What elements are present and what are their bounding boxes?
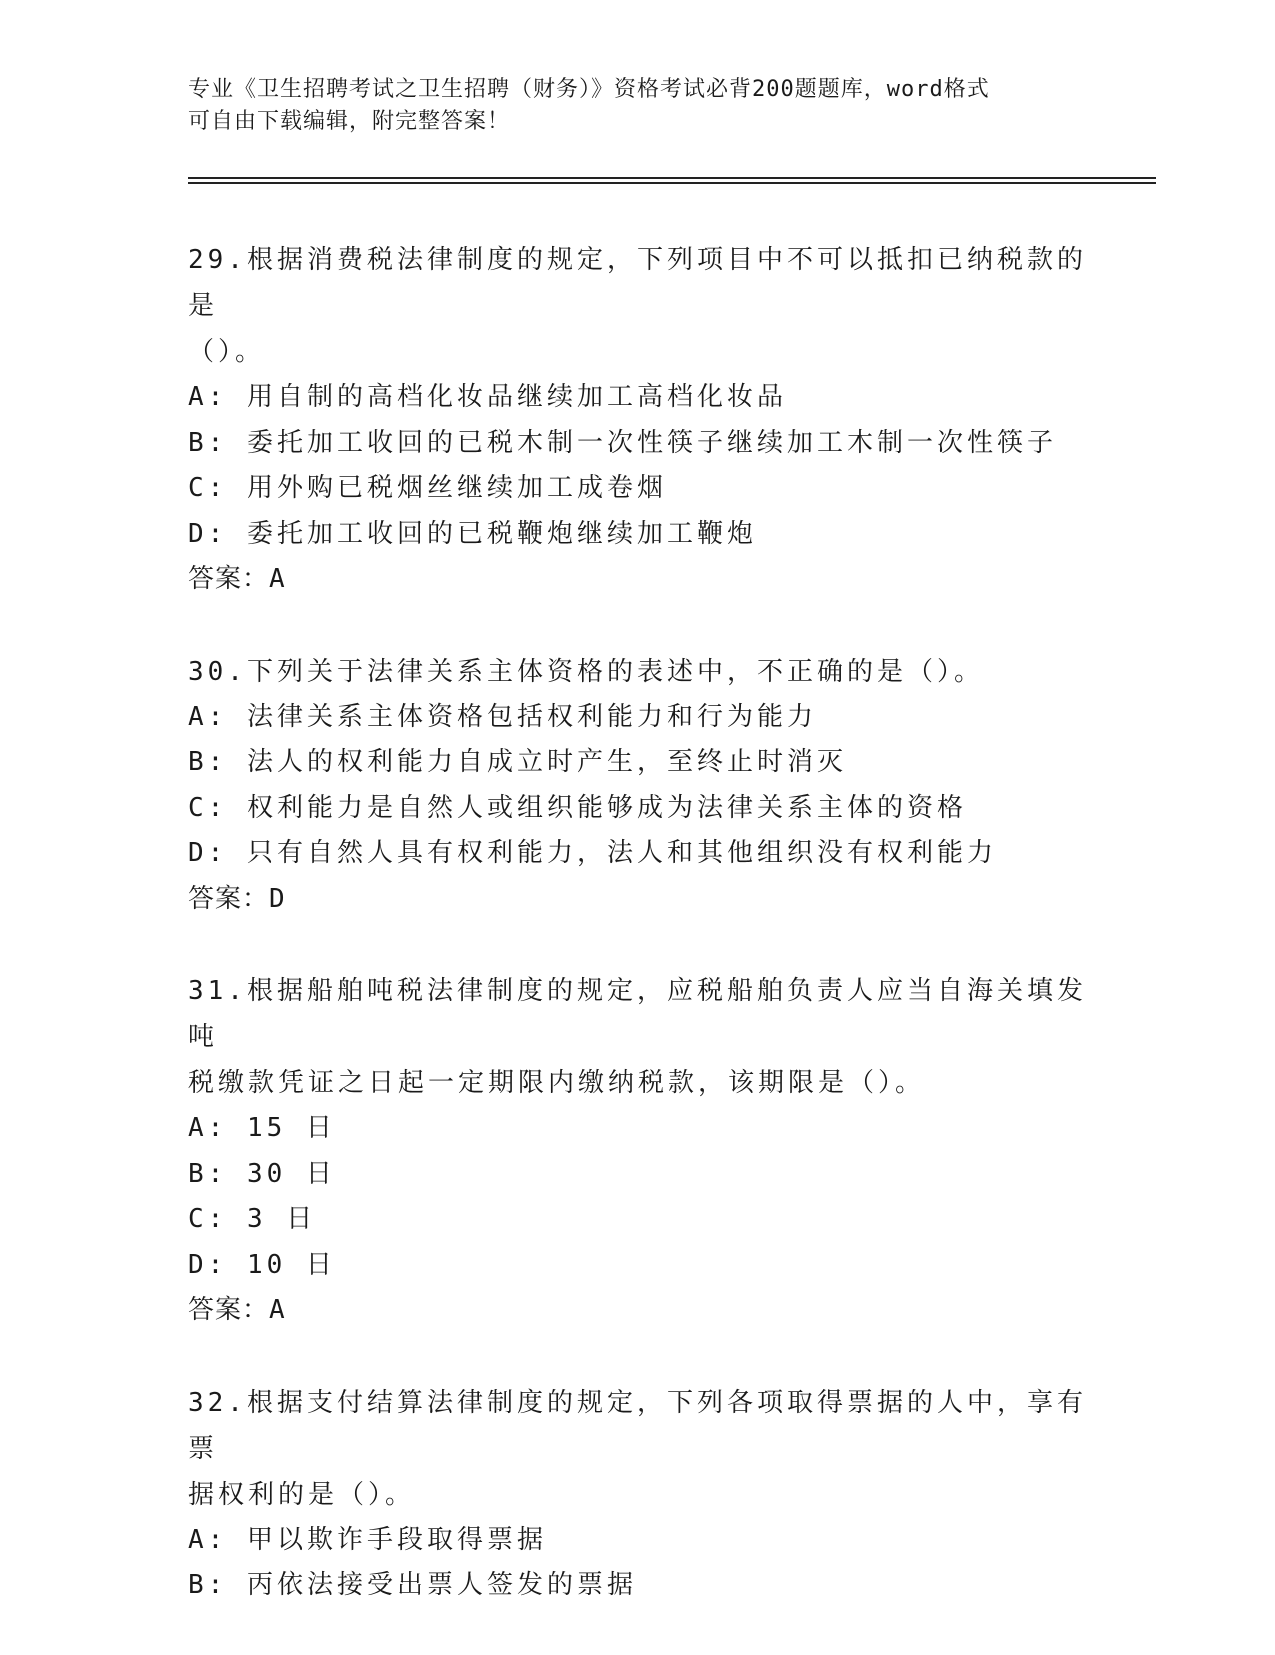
answer-line: 答案：A: [188, 564, 286, 594]
option-b: B: 30 日: [188, 1158, 336, 1189]
option-d: D: 只有自然人具有权利能力，法人和其他组织没有权利能力: [188, 838, 997, 868]
question-stem-line-2: 税缴款凭证之日起一定期限内缴纳税款，该期限是（）。: [188, 1068, 926, 1098]
question-stem-line-2: 据权利的是（）。: [188, 1479, 416, 1510]
header-divider-top: [188, 177, 1156, 179]
question-29: [188, 237, 1088, 603]
answer-line: 答案：D: [188, 883, 286, 914]
option-b: B: 法人的权利能力自成立时产生，至终止时消灭: [188, 747, 847, 777]
header-line-1: 专业《卫生招聘考试之卫生招聘（财务）》资格考试必背200题题库，word格式: [188, 77, 990, 102]
option-b: B: 丙依法接受出票人签发的票据: [188, 1570, 637, 1600]
question-31: [188, 968, 1088, 1334]
option-c: C: 3 日: [188, 1204, 317, 1234]
question-stem-line-1: 31.根据船舶吨税法律制度的规定，应税船舶负责人应当自海关填发吨: [188, 976, 1087, 1052]
option-a: A: 法律关系主体资格包括权利能力和行为能力: [188, 701, 817, 732]
option-a: A: 甲以欺诈手段取得票据: [188, 1524, 547, 1555]
header-line-2: 可自由下载编辑，附完整答案！: [188, 109, 511, 134]
option-d: D: 10 日: [188, 1249, 336, 1280]
question-30: [188, 649, 1088, 923]
answer-line: 答案：A: [188, 1295, 286, 1325]
option-a: A: 15 日: [188, 1113, 336, 1143]
question-stem-line-2: （）。: [188, 337, 266, 367]
option-c: C: 权利能力是自然人或组织能够成为法律关系主体的资格: [188, 792, 967, 823]
header-divider-bottom: [188, 182, 1156, 184]
question-stem-line-1: 30.下列关于法律关系主体资格的表述中，不正确的是（）。: [188, 656, 984, 687]
option-b: B: 委托加工收回的已税木制一次性筷子继续加工木制一次性筷子: [188, 427, 1057, 458]
question-stem-line-1: 32.根据支付结算法律制度的规定，下列各项取得票据的人中，享有票: [188, 1387, 1087, 1464]
document-header: [188, 74, 1068, 138]
option-c: C: 用外购已税烟丝继续加工成卷烟: [188, 473, 667, 503]
question-32: [188, 1380, 1088, 1609]
question-stem-line-1: 29.根据消费税法律制度的规定，下列项目中不可以抵扣已纳税款的是: [188, 245, 1087, 321]
question-list: [188, 237, 1088, 1655]
option-a: A: 用自制的高档化妆品继续加工高档化妆品: [188, 382, 787, 412]
option-d: D: 委托加工收回的已税鞭炮继续加工鞭炮: [188, 518, 757, 549]
